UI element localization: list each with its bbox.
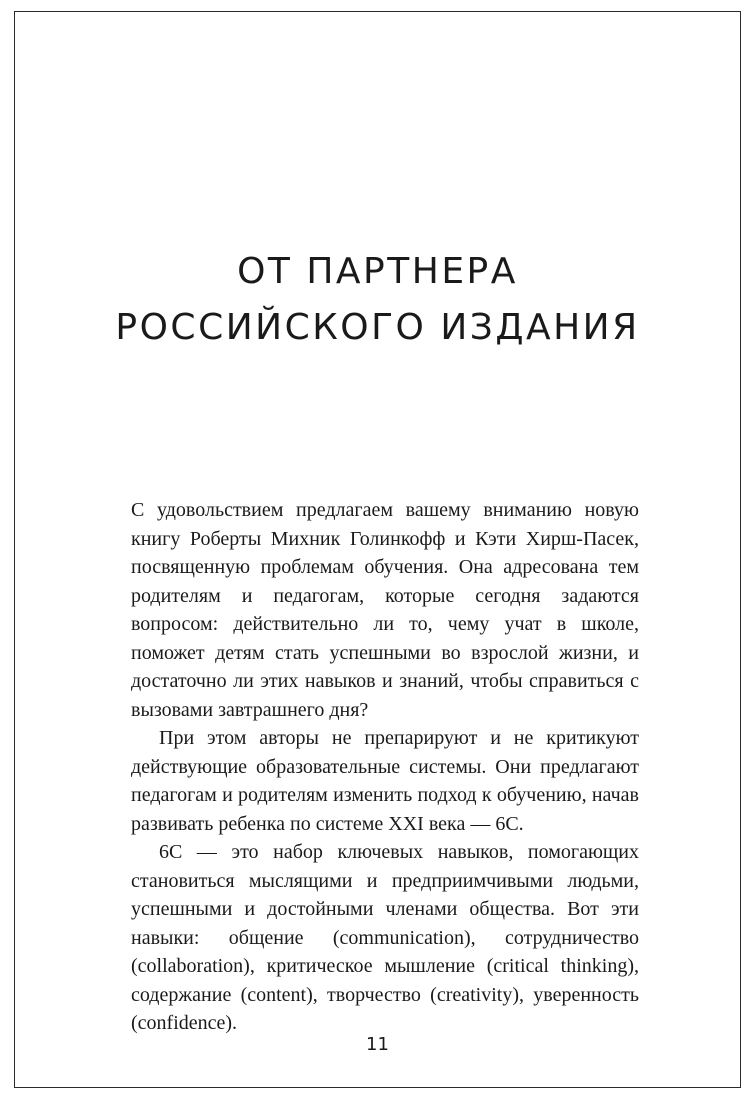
book-page: [14, 11, 741, 1088]
paragraph-2: При этом авторы не препарируют и не критикуют действующие образовательные системы. Они предлагают педагогам и родителям изменить подход к обучению, начав развивать ребенка по системе XXI века — 6С.: [131, 727, 639, 835]
body-text: [131, 496, 639, 1038]
page-number: 11: [366, 1034, 389, 1055]
chapter-title-line-2: РОССИЙСКОГО ИЗДАНИЯ: [115, 307, 640, 348]
chapter-title: [15, 244, 740, 356]
paragraph-1: С удовольствием предлагаем вашему вниманию новую книгу Роберты Михник Голинкофф и Кэти Хирш-Пасек, посвященную проблемам обучения. Она адресована тем родителям и педагогам, которые сегодня задаются вопросом: действительно ли то, чему учат в школе, поможет детям стать успешными во взрослой жизни, и достаточно ли этих навыков и знаний, чтобы справиться с вызовами завтрашнего дня?: [131, 499, 639, 721]
chapter-title-line-1: ОТ ПАРТНЕРА: [237, 251, 518, 292]
paragraph-3: 6С — это набор ключевых навыков, помогающих становиться мыслящими и предприимчивыми людьми, успешными и достойными членами общества. Вот эти навыки: общение (communication), сотрудничество (collaboration), критическое мышление (critical thinking), содержание (content), творчество (creativity), уверенность (confidence).: [131, 841, 639, 1034]
